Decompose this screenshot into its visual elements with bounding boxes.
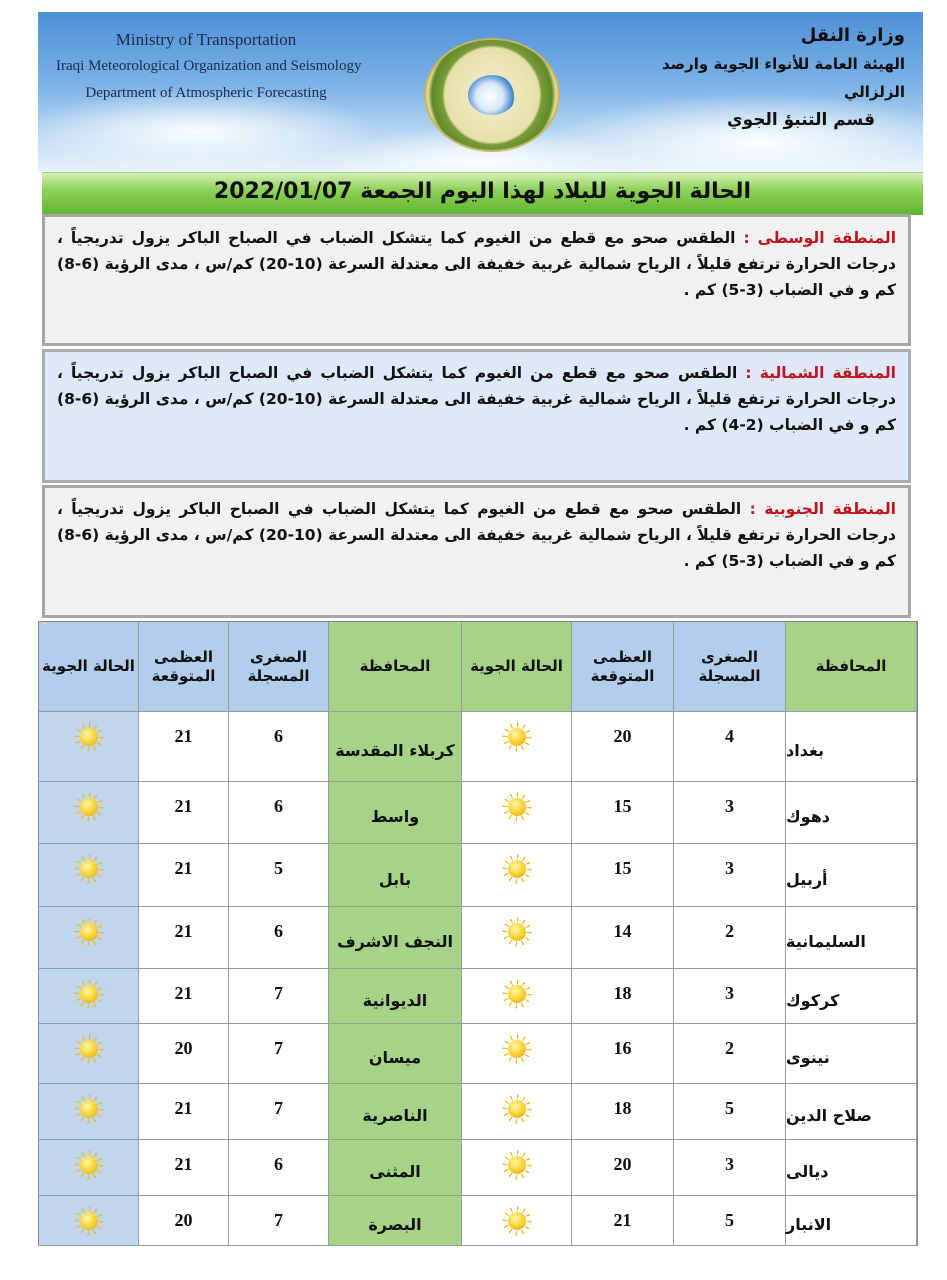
region-forecast-text: الطقس صحو مع قطع من الغيوم كما يتشكل الضباب في الصباح الباكر يزول تدريجياً ، درجات الحرارة ترتفع قليلاً ، الرياح شمالية غربية خفيفة الى معتدلة السرعة (10-20) كم/س ، مدى الرؤية (6-8) كم و في الضباب (3-5) كم . (57, 500, 896, 570)
weather-state-cell-right (462, 844, 572, 907)
sun-icon (74, 1034, 104, 1064)
max-temp-right: 20 (572, 712, 674, 782)
sun-icon (502, 854, 532, 884)
weather-state-cell-left (39, 1024, 139, 1084)
min-temp-left: 6 (229, 907, 329, 969)
temperature-table (38, 621, 918, 1246)
max-temp-right: 15 (572, 782, 674, 844)
ministry-english-block (56, 26, 362, 107)
max-temp-left: 21 (139, 969, 229, 1024)
page-title: الحالة الجوية للبلاد لهذا اليوم الجمعة 2022/01/07 (213, 179, 752, 204)
weather-state-cell-left (39, 907, 139, 969)
province-name-right: السليمانية (786, 907, 917, 969)
cloud-sun-icon (468, 75, 516, 115)
sun-icon (74, 1206, 104, 1236)
header-state-left: الحالة الجوية (39, 622, 139, 712)
min-temp-right: 5 (674, 1084, 786, 1140)
sun-icon (502, 722, 532, 752)
weather-state-cell-right (462, 782, 572, 844)
min-temp-left: 7 (229, 969, 329, 1024)
min-temp-left: 5 (229, 844, 329, 907)
weather-state-cell-left (39, 969, 139, 1024)
province-name-right: دهوك (786, 782, 917, 844)
min-temp-right: 2 (674, 1024, 786, 1084)
ministry-name-en: Ministry of Transportation (115, 30, 297, 49)
sun-icon (74, 722, 104, 752)
min-temp-right: 5 (674, 1196, 786, 1246)
max-temp-left: 21 (139, 1084, 229, 1140)
ministry-name-ar: وزارة النقل (800, 25, 905, 46)
weather-state-cell-left (39, 712, 139, 782)
min-temp-left: 7 (229, 1024, 329, 1084)
sun-icon (502, 917, 532, 947)
province-name-right: الانبار (786, 1196, 917, 1246)
min-temp-left: 7 (229, 1084, 329, 1140)
header-min-right: الصغرى المسجلة (674, 622, 786, 712)
header-province-right: المحافظة (786, 622, 917, 712)
header-max-left: العظمى المتوقعة (139, 622, 229, 712)
region-name: المنطقة الوسطى : (743, 229, 897, 247)
weather-state-cell-right (462, 907, 572, 969)
region-name: المنطقة الجنوبية : (749, 500, 896, 518)
province-name-left: الناصرية (329, 1084, 462, 1140)
region-north (42, 349, 911, 483)
weather-state-cell-left (39, 1196, 139, 1246)
department-name-ar: قسم التنبؤ الجوي (727, 110, 875, 130)
weather-state-cell-right (462, 1196, 572, 1246)
province-name-left: النجف الاشرف (329, 907, 462, 969)
sun-icon (502, 979, 532, 1009)
province-name-left: ميسان (329, 1024, 462, 1084)
organization-name-ar: الهيئة العامة للأنواء الجوية وارصد الزلزالي (661, 55, 905, 101)
header-state-right: الحالة الجوية (462, 622, 572, 712)
province-name-right: كركوك (786, 969, 917, 1024)
header-banner (38, 12, 923, 172)
max-temp-left: 21 (139, 1140, 229, 1196)
sun-icon (74, 854, 104, 884)
organization-name-en: Iraqi Meteorological Organization and Seismology (56, 58, 362, 74)
province-name-right: ديالى (786, 1140, 917, 1196)
province-name-left: بابل (329, 844, 462, 907)
region-forecast-text: الطقس صحو مع قطع من الغيوم كما يتشكل الضباب في الصباح الباكر يزول تدريجياً ، درجات الحرارة ترتفع قليلاً ، الرياح شمالية غربية خفيفة الى معتدلة السرعة (10-20) كم/س ، مدى الرؤية (6-8) كم و في الضباب (2-4) كم . (57, 364, 896, 434)
sun-icon (74, 1094, 104, 1124)
header-max-right: العظمى المتوقعة (572, 622, 674, 712)
weather-state-cell-left (39, 844, 139, 907)
sun-icon (502, 1150, 532, 1180)
min-temp-right: 3 (674, 844, 786, 907)
weather-state-cell-right (462, 1024, 572, 1084)
province-name-right: نينوى (786, 1024, 917, 1084)
weather-state-cell-right (462, 712, 572, 782)
min-temp-right: 3 (674, 1140, 786, 1196)
weather-state-cell-left (39, 1140, 139, 1196)
province-name-left: الديوانية (329, 969, 462, 1024)
department-name-en: Department of Atmospheric Forecasting (85, 85, 327, 101)
min-temp-left: 7 (229, 1196, 329, 1246)
region-central (42, 214, 911, 346)
region-south (42, 485, 911, 618)
weather-state-cell-left (39, 782, 139, 844)
sun-icon (74, 1150, 104, 1180)
sun-icon (74, 917, 104, 947)
header-province-left: المحافظة (329, 622, 462, 712)
sun-icon (502, 1206, 532, 1236)
max-temp-left: 20 (139, 1196, 229, 1246)
min-temp-left: 6 (229, 1140, 329, 1196)
max-temp-left: 21 (139, 712, 229, 782)
province-name-left: واسط (329, 782, 462, 844)
sun-icon (74, 792, 104, 822)
weather-state-cell-right (462, 1140, 572, 1196)
province-name-right: صلاح الدين (786, 1084, 917, 1140)
max-temp-right: 18 (572, 969, 674, 1024)
max-temp-left: 21 (139, 844, 229, 907)
max-temp-right: 20 (572, 1140, 674, 1196)
min-temp-right: 2 (674, 907, 786, 969)
province-name-left: البصرة (329, 1196, 462, 1246)
region-name: المنطقة الشمالية : (745, 364, 896, 382)
province-name-right: بغداد (786, 712, 917, 782)
title-bar (42, 172, 923, 215)
sun-icon (502, 1034, 532, 1064)
max-temp-left: 21 (139, 907, 229, 969)
province-name-right: أربيل (786, 844, 917, 907)
min-temp-right: 4 (674, 712, 786, 782)
max-temp-right: 15 (572, 844, 674, 907)
max-temp-right: 16 (572, 1024, 674, 1084)
min-temp-left: 6 (229, 782, 329, 844)
forecast-page (38, 12, 923, 1262)
max-temp-left: 21 (139, 782, 229, 844)
weather-state-cell-right (462, 969, 572, 1024)
min-temp-right: 3 (674, 782, 786, 844)
province-name-left: المثنى (329, 1140, 462, 1196)
min-temp-right: 3 (674, 969, 786, 1024)
weather-state-cell-right (462, 1084, 572, 1140)
max-temp-right: 21 (572, 1196, 674, 1246)
min-temp-left: 6 (229, 712, 329, 782)
ministry-arabic-block (635, 22, 905, 134)
region-forecast-text: الطقس صحو مع قطع من الغيوم كما يتشكل الضباب في الصباح الباكر يزول تدريجياً ، درجات الحرارة ترتفع قليلاً ، الرياح شمالية غربية خفيفة الى معتدلة السرعة (10-20) كم/س ، مدى الرؤية (6-8) كم و في الضباب (3-5) كم . (57, 229, 896, 299)
organization-emblem-icon (426, 40, 558, 150)
max-temp-left: 20 (139, 1024, 229, 1084)
sun-icon (502, 792, 532, 822)
max-temp-right: 18 (572, 1084, 674, 1140)
province-name-left: كربلاء المقدسة (329, 712, 462, 782)
sun-icon (502, 1094, 532, 1124)
sun-icon (74, 979, 104, 1009)
header-min-left: الصغرى المسجلة (229, 622, 329, 712)
weather-state-cell-left (39, 1084, 139, 1140)
max-temp-right: 14 (572, 907, 674, 969)
